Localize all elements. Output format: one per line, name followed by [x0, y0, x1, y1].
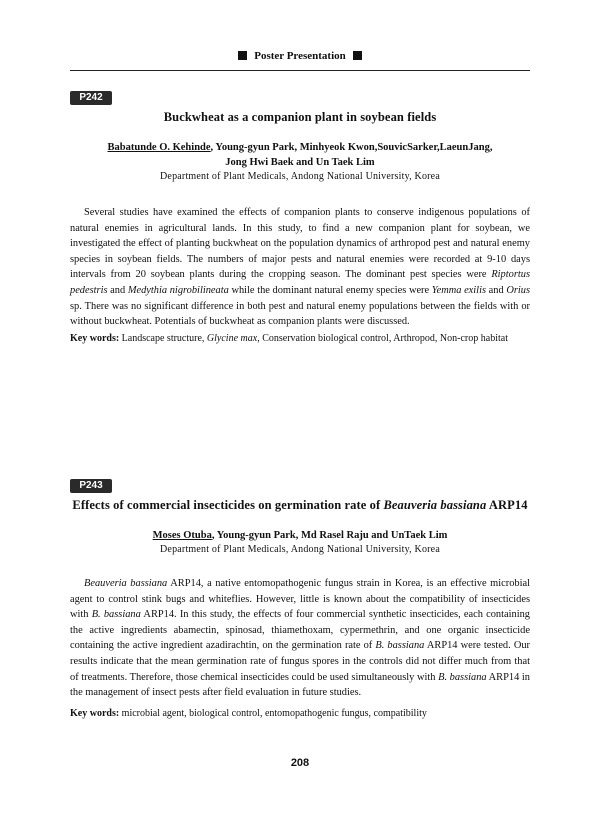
species-name: Beauveria bassiana [84, 578, 168, 589]
abstract-text: Several studies have examined the effects of companion plants to conserve indigenous populations of natural enemies in agricultural lands. In this study, to find a new companion plant for soybean, we investigated the effect of planting buckwheat on the population dynamics of arthropod pest and natural enemy species in soybean fields. The numbers of major pests and natural enemies were recorded at 9-10 days intervals from 20 soybean plants during the cropping season. The dominant pest species were Riptortus pedestris and Medythia nigrobilineata while the dominant natural enemy species were Yemma exilis and Orius sp. There was no significant difference in both pest and natural enemy populations between the fields with or without buckwheat. Potentials of buckwheat as companion plants were discussed. [70, 207, 530, 328]
author-list [70, 140, 530, 170]
poster-title: Buckwheat as a companion plant in soybean fields [163, 110, 437, 124]
presenting-author: Moses Otuba [152, 530, 212, 541]
poster-id-badge: P243 [70, 479, 112, 493]
poster-title: Effects of commercial insecticides on germination rate of Beauveria bassiana ARP14 [72, 498, 528, 512]
affiliation: Department of Plant Medicals, Andong National University, Korea [160, 544, 440, 555]
square-bullet-icon [238, 51, 247, 60]
keywords-label: Key words: [70, 333, 120, 344]
author-line [70, 140, 530, 155]
affiliation: Department of Plant Medicals, Andong National University, Korea [160, 171, 440, 182]
author-line [70, 528, 530, 543]
species-name: Medythia nigrobilineata [127, 284, 229, 296]
species-name: Yemma exilis [431, 284, 486, 296]
header-label: Poster Presentation [254, 50, 346, 62]
keywords-label: Key words: [70, 708, 120, 719]
square-bullet-icon [353, 51, 362, 60]
author-line: Jong Hwi Baek and Un Taek Lim [225, 157, 375, 168]
co-authors: , Young-gyun Park, Minhyeok Kwon,SouvicSarker,LaeunJang, [210, 142, 493, 153]
header-rule [70, 70, 530, 71]
author-list [70, 528, 530, 543]
species-name: B. bassiana [438, 671, 487, 683]
species-name: B. bassiana [375, 640, 425, 652]
species-name: Riptortus pedestris [70, 269, 530, 296]
co-authors: , Young-gyun Park, Md Rasel Raju and UnTaek Lim [211, 530, 448, 541]
species-name: B. bassiana [91, 609, 141, 621]
keywords: Key words: microbial agent, biological control, entomopathogenic fungus, compatibility [70, 708, 427, 719]
species-name: Beauveria bassiana [383, 498, 487, 512]
poster-id-badge: P242 [70, 91, 112, 105]
presenting-author: Babatunde O. Kehinde [107, 142, 211, 153]
page-number: 208 [290, 757, 310, 769]
species-name: Orius [506, 284, 530, 296]
abstract-text: Beauveria bassiana ARP14, a native entomopathogenic fungus strain in Korea, is an effective microbial agent to control stink bugs and whiteflies. However, little is known about the compatibility of insecticides with B. bassiana ARP14. In this study, the effects of four commercial synthetic insecticides, each containing the active ingredients abamectin, spinosad, thiamethoxam, cypermethrin, and one organic insecticide containing the active ingredient azadirachtin, on the germination rate of B. bassiana ARP14 were tested. Our results indicate that the mean germination rate of fungus spores in the controls did not differ much from that of treatments. Therefore, those chemical insecticides could be used simultaneously with B. bassiana ARP14 in the management of insect pests after field evaluation in future studies. [70, 578, 531, 699]
running-header [70, 50, 530, 62]
keywords: Key words: Landscape structure, Glycine max, Conservation biological control, Arthropod, Non-crop habitat [70, 333, 508, 344]
